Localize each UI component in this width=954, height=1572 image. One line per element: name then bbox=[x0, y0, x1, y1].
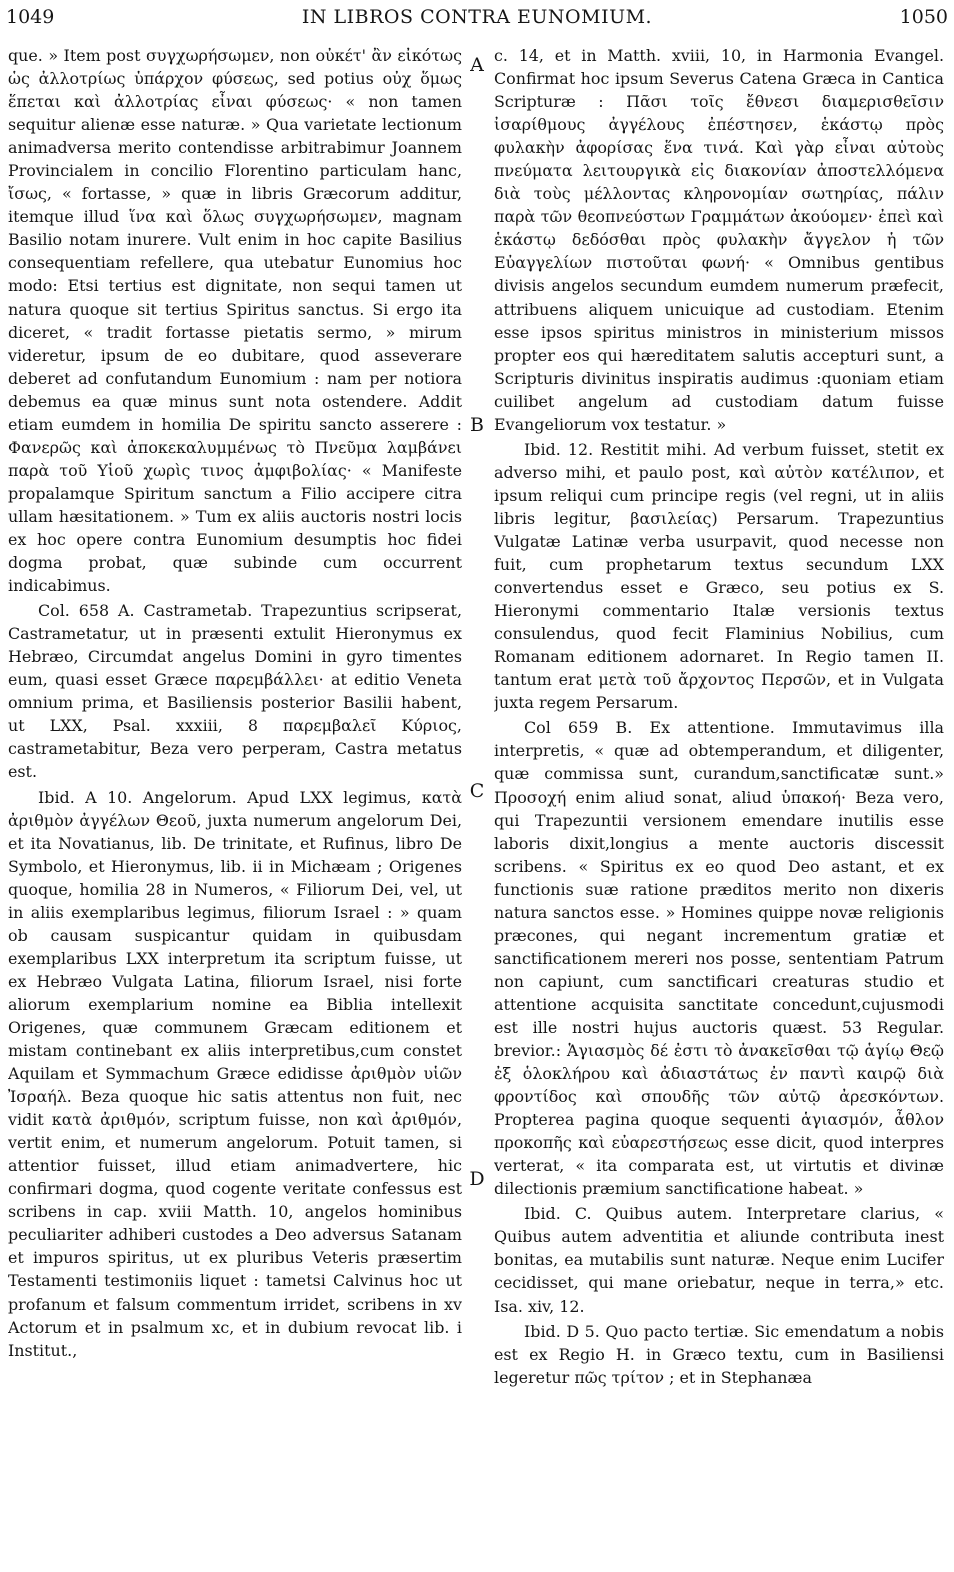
paragraph: Ibid. D 5. Quo pacto tertiæ. Sic emendatum a nobis est ex Regio H. in Græco textu, cum in Basiliensi legeretur πῶς τρίτον ; et in Stephanæa bbox=[494, 1321, 944, 1387]
paragraph: Col 659 B. Ex attentione. Immutavimus illa interpretis, « quæ ad obtemperandum, et diligenter, quæ commissa sunt, curandum,sanctificatæ sunt.» Προσοχή enim aliud sonat, aliud ὑπακοή· Beza vero, qui Trapezuntii versionem emendare inutilis esse laboris dixit,longius a mente auctoris discessit scribens. « Spiritus ex eo quod Deo astant, et ex functionis suæ ratione præditos merito non dixeris natura sanctos esse. » Homines quippe novæ religionis præcones, qui negant incrementum gratiæ et sanctificationem mereri nos posse, sententiam Patrum non capiunt, cum sanctificari creaturas studio et attentione acquisita sanctitate concedunt,cujusmodi est ille nostri hujus auctoris quæst. 53 Regular. brevior.: Ἁγιασμὸς δέ ἐστι τὸ ἀνακεῖσθαι τῷ ἁγίῳ Θεῷ ἐξ ὁλοκλήρου καὶ ἀδιαστάτως ἐν παντὶ καιρῷ διὰ φροντίδος καὶ σπουδῆς τῶν αὐτῷ ἀρεσκόντων. Propterea pagina quoque sequenti ἁγιασμόν, ἆθλον προκοπῆς καὶ εὐαρεστήσεως esse dicit, quod interpres verterat, « ita comparata est, ut virtutis et divinæ dilectionis præmium sanctificatione habeat. » bbox=[494, 718, 944, 1199]
right-column bbox=[494, 44, 944, 1564]
margin-letter-c: C bbox=[469, 780, 485, 802]
paragraph: que. » Item post συγχωρήσωμεν, non οὐκέτ' ἂν εἰκότως ὡς ἀλλοτρίως ὑπάρχον φύσεως, sed potius οὐχ ὅμως ἕπεται καὶ ἀλλοτρίας εἶναι φύσεως· « non tamen sequitur alienæ esse naturæ. » Qua varietate lectionum animadversa merito contendisse arbitrabimur Joannem Provincialem in concilio Florentino particulam hanc, ἴσως, « fortasse, » quæ in libris Græcorum additur, itemque illud ἵνα καὶ ὅλως συγχωρήσωμεν, magnam Basilio notam inurere. Vult enim in hoc capite Basilius consequentiam refellere, qua utebatur Eunomius hoc modo: Etsi tertius est dignitate, non sequi tamen ut natura quoque sit tertius Spiritus sanctus. Si ergo ita diceret, « tradit fortasse pietatis sermo, » mirum videretur, ipsum de eo dubitare, quod asseverare deberet ad confutandum Eunomium : nam per notiora debemus ea quæ minus sunt nota ostendere. Addit etiam eumdem in homilia De spiritu sancto asserere : Φανερῶς καὶ ἀποκεκαλυμμένως τὸ Πνεῦμα λαμβάνει παρὰ τοῦ Υἱοῦ χωρὶς τινος ἀμφιβολίας· « Manifeste propalamque Spiritum sanctum a Filio accipere citra ullam hæsitationem. » Tum ex aliis auctoris nostri locis ex hoc opere contra Eunomium desumptis hoc fidei dogma probat, quæ subinde cum occurrent indicabimus. bbox=[8, 46, 462, 596]
paragraph: Ibid. 12. Restitit mihi. Ad verbum fuisset, stetit ex adverso mihi, et paulo post, καὶ αὐτὸν κατέλιπον, et ipsum reliqui cum principe regis (vel regni, ut in aliis libris legitur, βασιλείας) Persarum. Trapezuntius Vulgatæ Latinæ verba usurpavit, quod necesse non fuit, cum prophetarum textus secundum LXX convertendus esset e Græco, seu potius ex S. Hieronymi commentario Italæ versionis textus consulendus, quod fecit Flaminius Nobilius, cum Romanam editionem adornaret. In Regio tamen II. tantum erat μετὰ τοῦ ἄρχοντος Περσῶν, et in Vulgata juxta regem Persarum. bbox=[494, 439, 944, 713]
margin-letter-b: B bbox=[470, 414, 484, 436]
paragraph: Ibid. C. Quibus autem. Interpretare clarius, « Quibus autem adventitia et aliunde contributa inest bonitas, ea mutabilis sunt naturæ. Neque enim Lucifer cecidisset, qui mane oriebatur, neque in terra,» etc. Isa. xiv, 12. bbox=[494, 1204, 944, 1316]
paragraph: c. 14, et in Matth. xviii, 10, in Harmonia Evangel. Confirmat hoc ipsum Severus Catena Græca in Cantica Scripturæ : Πᾶσι τοῖς ἔθνεσι διαμερισθεῖσιν ἰσαρίθμους ἀγγέλους ἐπέστησεν, ἑκάστῳ πρὸς φυλακὴν ἀφορίσας ἕνα τινά. Καὶ γὰρ εἶναι αὐτοὺς πνεύματα λειτουργικὰ εἰς διακονίαν ἀποστελλόμενα διὰ τοὺς μέλλοντας κληρονομίαν σωτηρίας, πάλιν παρὰ τῶν θεοπνεύστων Γραμμάτων ἀκούομεν· ἐπεὶ καὶ ἑκάστῳ δεδόσθαι πρὸς φυλακὴν ἄγγελον ἡ τῶν Εὐαγγελίων πιστοῦται φωνή· « Omnibus gentibus divisis angelos secundum eumdem numerum præfecit, attribuens aliquem unicuique ad custodiam. Etenim esse ipsos spiritus ministros in ministerium missos propter eos qui hæreditatem salutis accepturi sunt, a Scripturis divinitus inspiratis audimus :quoniam etiam cuilibet angelum ad custodiam datum fuisse Evangeliorum vox testatur. » bbox=[494, 46, 944, 434]
paragraph: Ibid. A 10. Angelorum. Apud LXX legimus, κατὰ ἀριθμὸν ἀγγέλων Θεοῦ, juxta numerum angelorum Dei, et ita Novatianus, lib. De trinitate, et Rufinus, libro De Symbolo, et Hieronymus, lib. ii in Michæam ; Origenes quoque, homilia 28 in Numeros, « Filiorum Dei, vel, ut in aliis exemplaribus legimus, filiorum Israel : » quam ob causam suspicantur quidam in quibusdam exemplaribus LXX interpretum ita scriptum fuisse, ut ex Hebræo Vulgata Latina, filiorum Israel, nisi forte aliorum exemplarium nomine ea Biblia intellexit Origenes, quæ communem Græcam editionem et mistam continebant ex aliis interpretibus,cum constet Aquilam et Symmachum Græce edidisse ἀριθμὸν υἱῶν Ἰσραήλ. Beza quoque hic satis attentus non fuit, nec vidit κατὰ ἀριθμόν, scriptum fuisse, non καὶ ἀριθμόν, vertit enim, et numerum angelorum. Potuit tamen, si attentior fuisset, illud etiam animadvertere, hic confirmari dogma, quod cogente veritate confessus est scribens in cap. xviii Matth. 10, angelos hominibus peculiariter adhiberi custodes a Deo adversus Satanam et impuros spiritus, ut ex pluribus Veteris præsertim Testamenti testimoniis liquet : tametsi Calvinus hoc ut profanum et falsum commentum irridet, scribens in xv Actorum et in psalmum xc, et in dubium revocat lib. i Institut., bbox=[8, 787, 462, 1360]
left-column bbox=[8, 44, 462, 1564]
page-header bbox=[6, 6, 948, 34]
margin-letter-d: D bbox=[469, 1168, 485, 1190]
left-page-number: 1049 bbox=[6, 6, 55, 28]
right-page-number: 1050 bbox=[899, 6, 948, 28]
running-title: IN LIBROS CONTRA EUNOMIUM. bbox=[301, 6, 653, 28]
paragraph: Col. 658 A. Castrametab. Trapezuntius scripserat, Castrametatur, ut in præsenti extulit Hieronymus ex Hebræo, Circumdat angelus Domini in gyro timentes eum, quasi esset Græce παρεμβάλλει· at editio Veneta omnium prima, et Basiliensis posterior Basilii habent, ut LXX, Psal. xxxiii, 8 παρεμβαλεῖ Κύριος, castrametabitur, Beza vero perperam, Castra metatus est. bbox=[8, 601, 462, 782]
margin-letter-a: A bbox=[470, 54, 484, 76]
